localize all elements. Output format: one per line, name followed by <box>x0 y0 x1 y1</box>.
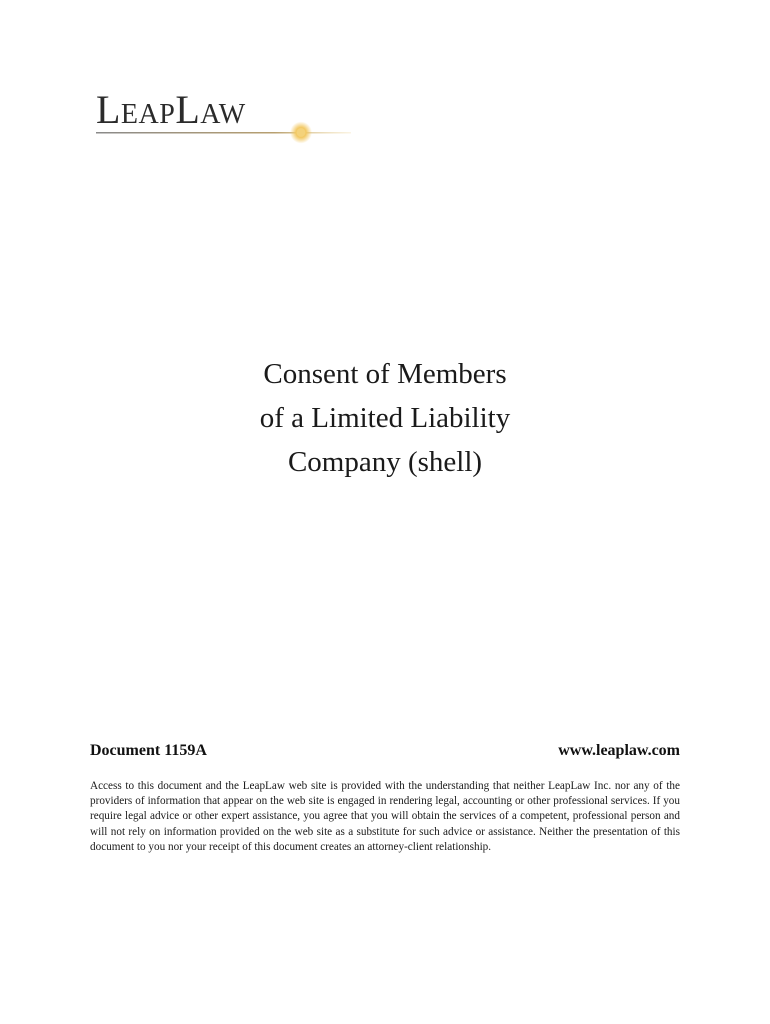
title-line: Company (shell) <box>287 446 483 478</box>
title-line: of a Limited Liability <box>259 402 511 434</box>
disclaimer-text: Access to this document and the LeapLaw web site is provided with the understanding that neither LeapLaw Inc. nor any of the providers of information that appear on the web site is engaged in rendering legal, accounting or other professional services. If you require legal advice or other expert assistance, you agree that you will obtain the services of a competent, professional person and will not rely on information provided on the web site as a substitute for such advice or assistance. Neither the presentation of this document to you nor your receipt of this document creates an attorney-client relationship. <box>90 780 680 853</box>
document-title <box>0 352 770 484</box>
document-number: Document 1159A <box>90 742 207 759</box>
leaplaw-logo <box>94 88 354 148</box>
logo-wordmark: LeapLaw <box>96 87 246 132</box>
document-info-row <box>90 742 680 764</box>
website-link[interactable]: www.leaplaw.com <box>558 742 680 759</box>
title-line: Consent of Members <box>263 358 507 390</box>
